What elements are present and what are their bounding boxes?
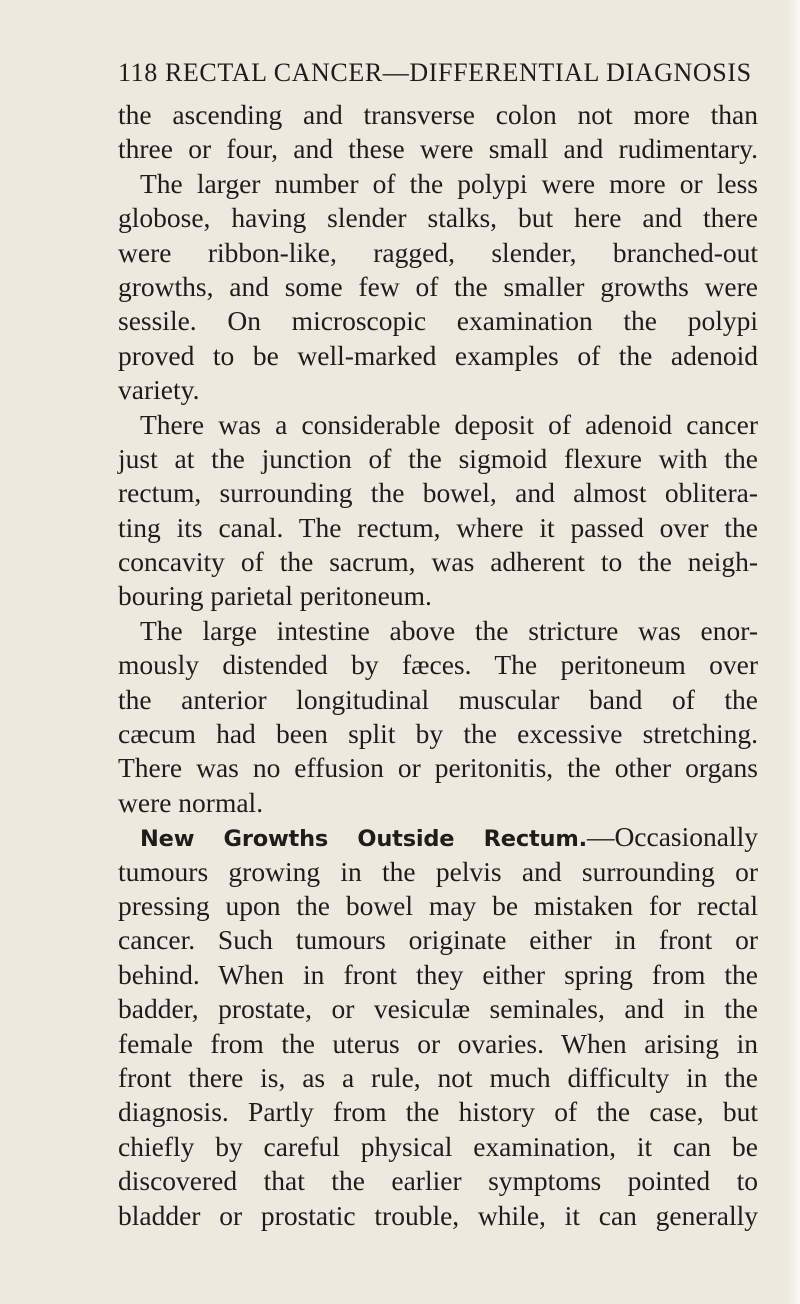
text-line: three or four, and these were small and rudimentary. xyxy=(118,133,758,165)
text-line: tumours growing in the pelvis and surrounding or xyxy=(118,855,758,887)
text-line: were ribbon-like, ragged, slender, branched-out xyxy=(118,236,758,268)
text-line: cancer. Such tumours originate either in front or xyxy=(118,924,758,956)
text-line: ting its canal. The rectum, where it passed over the xyxy=(118,511,758,543)
text-line: just at the junction of the sigmoid flexure with the xyxy=(118,442,758,474)
text-line: The larger number of the polypi were more or less xyxy=(140,167,758,199)
section-run-in-text: —Occasionally xyxy=(586,821,758,853)
text-line: variety. xyxy=(118,374,200,406)
text-line: The large intestine above the stricture was enor- xyxy=(140,614,758,646)
text-line: badder, prostate, or vesiculæ seminales, and in the xyxy=(118,993,758,1025)
text-line: sessile. On microscopic examination the polypi xyxy=(118,305,758,337)
text-line: female from the uterus or ovaries. When arising in xyxy=(118,1027,758,1059)
running-head xyxy=(118,58,752,88)
text-line: diagnosis. Partly from the history of the case, but xyxy=(118,1096,758,1128)
text-line: rectum, surrounding the bowel, and almost oblitera- xyxy=(118,477,758,509)
text-line: bladder or prostatic trouble, while, it can generally xyxy=(118,1199,758,1231)
text-line: cæcum had been split by the excessive stretching. xyxy=(118,718,758,750)
text-line: mously distended by fæces. The peritoneum over xyxy=(118,649,758,681)
page-edge xyxy=(786,0,800,1304)
section-heading-line xyxy=(118,820,758,854)
text-line: growths, and some few of the smaller growths were xyxy=(118,270,758,302)
text-line: There was no effusion or peritonitis, the other organs xyxy=(118,752,758,784)
text-line: proved to be well-marked examples of the adenoid xyxy=(118,339,758,371)
body-text xyxy=(118,98,758,1233)
text-line: globose, having slender stalks, but here and there xyxy=(118,202,758,234)
section-heading: New Growths Outside Rectum. xyxy=(140,826,587,853)
text-line: concavity of the sacrum, was adherent to the neigh- xyxy=(118,546,758,578)
text-line: pressing upon the bowel may be mistaken for rectal xyxy=(118,889,758,921)
page-number: 118 xyxy=(118,58,158,87)
text-line: the anterior longitudinal muscular band of the xyxy=(118,683,758,715)
text-line: the ascending and transverse colon not more than xyxy=(118,99,758,130)
text-line: were normal. xyxy=(118,786,264,818)
text-line: behind. When in front they either spring from the xyxy=(118,958,758,990)
text-line: bouring parietal peritoneum. xyxy=(118,580,432,612)
text-line: chiefly by careful physical examination, it can be xyxy=(118,1130,758,1162)
running-title: RECTAL CANCER—DIFFERENTIAL DIAGNOSIS xyxy=(164,58,752,87)
text-line: There was a considerable deposit of adenoid cancer xyxy=(140,408,758,440)
text-line: discovered that the earlier symptoms pointed to xyxy=(118,1165,758,1197)
text-line: front there is, as a rule, not much difficulty in the xyxy=(118,1061,758,1093)
